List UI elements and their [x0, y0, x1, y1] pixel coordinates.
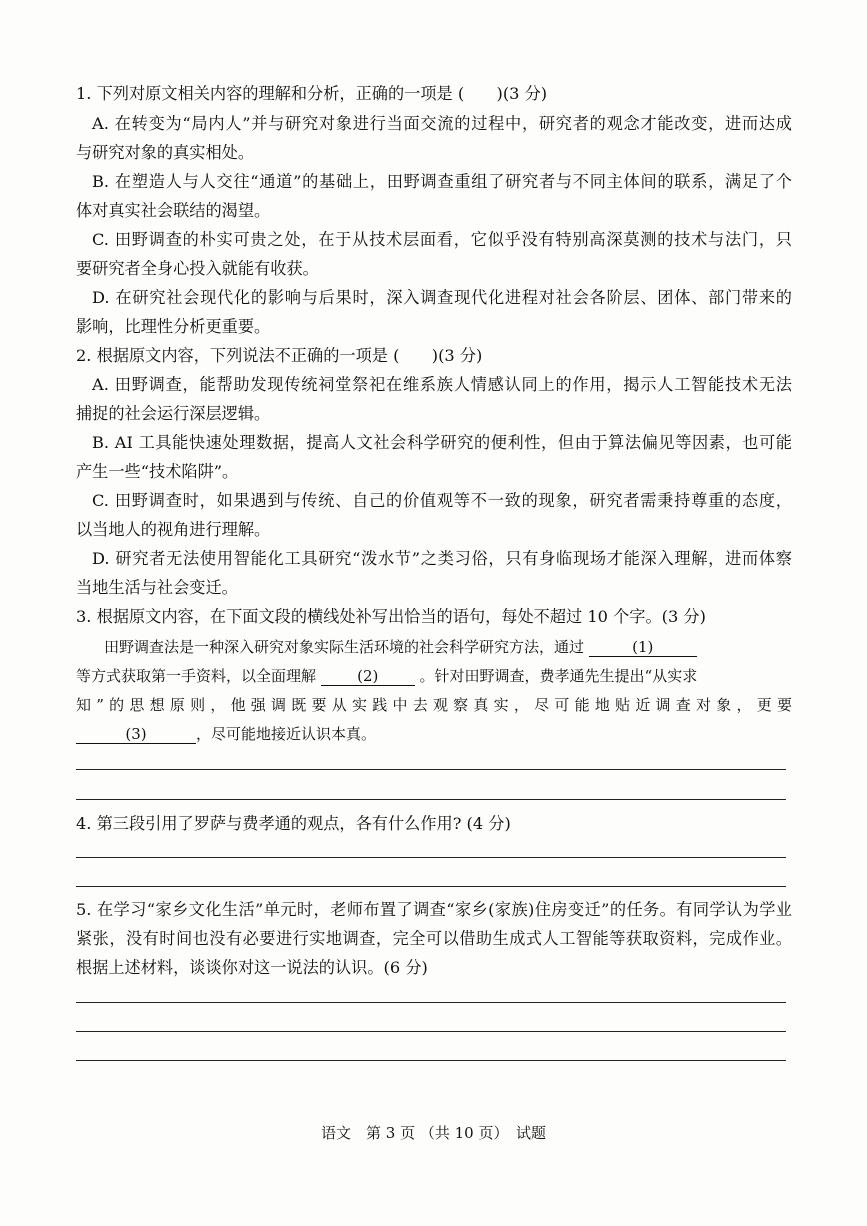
q2-stem: 2. 根据原文内容，下列说法不正确的一项是 ( )(3 分) — [76, 346, 483, 365]
q1-option-a-cont: 与研究对象的真实相处。 — [76, 143, 255, 162]
q3-blank-2[interactable]: (2) — [321, 667, 415, 686]
q1-option-c-cont: 要研究者全身心投入就能有收获。 — [76, 259, 319, 278]
page-footer: 语文 第 3 页 （共 10 页） 试题 — [321, 1124, 546, 1142]
q5-stem-line-1: 5. 在学习“家乡文化生活”单元时，老师布置了调查“家乡(家族)住房变迁”的任务。有同学认为学业 — [76, 900, 792, 919]
q1-option-d-cont: 影响，比理性分析更重要。 — [76, 317, 271, 336]
q3-passage-text-1: 田野调查法是一种深入研究对象实际生活环境的社会科学研究方法，通过 — [104, 638, 589, 656]
q4-answer-line-1[interactable] — [76, 857, 786, 858]
q3-answer-line-1[interactable] — [76, 769, 786, 770]
q5-answer-line-3[interactable] — [76, 1060, 786, 1061]
q3-answer-line-2[interactable] — [76, 799, 786, 800]
q1-stem: 1. 下列对原文相关内容的理解和分析，正确的一项是 ( )(3 分) — [76, 84, 548, 103]
q1-option-b-cont: 体对真实社会联结的渴望。 — [76, 201, 271, 220]
q3-passage-text-2b: 。针对田野调查，费孝通先生提出“从实求 — [414, 667, 698, 685]
q2-option-c-cont: 以当地人的视角进行理解。 — [76, 520, 271, 539]
q5-stem-line-2: 紧张，没有时间也没有必要进行实地调查，完全可以借助生成式人工智能等获取资料，完成作业。 — [76, 929, 792, 948]
q2-option-c: C. 田野调查时，如果遇到与传统、自己的价值观等不一致的现象，研究者需秉持尊重的态度， — [92, 491, 792, 510]
q2-option-a: A. 田野调查，能帮助发现传统祠堂祭祀在维系族人情感认同上的作用，揭示人工智能技术无法 — [92, 375, 792, 394]
q3-passage-line-4 — [76, 720, 792, 748]
q2-option-d: D. 研究者无法使用智能化工具研究“泼水节”之类习俗，只有身临现场才能深入理解，进而体察 — [92, 549, 792, 568]
q3-passage-line-1 — [104, 633, 792, 661]
q3-passage-line-2 — [76, 662, 792, 690]
q1-option-d: D. 在研究社会现代化的影响与后果时，深入调查现代化进程对社会各阶层、团体、部门带来的 — [92, 288, 792, 307]
q4-answer-line-2[interactable] — [76, 886, 786, 887]
q5-answer-line-1[interactable] — [76, 1002, 786, 1003]
q2-option-b-cont: 产生一些“技术陷阱”。 — [76, 462, 239, 481]
q4-stem: 4. 第三段引用了罗萨与费孝通的观点，各有什么作用? (4 分) — [76, 814, 511, 833]
q3-blank-3[interactable]: (3) — [76, 725, 196, 744]
q5-answer-line-2[interactable] — [76, 1031, 786, 1032]
q1-option-b: B. 在塑造人与人交往“通道”的基础上，田野调查重组了研究者与不同主体间的联系，满足了个 — [92, 172, 792, 191]
q2-option-d-cont: 当地生活与社会变迁。 — [76, 578, 238, 597]
q3-passage-text-2: 等方式获取第一手资料，以全面理解 — [76, 667, 321, 685]
q1-option-c: C. 田野调查的朴实可贵之处，在于从技术层面看，它似乎没有特别高深莫测的技术与法门，只 — [92, 230, 792, 249]
q3-passage-line-3: 知”的思想原则，他强调既要从实践中去观察真实，尽可能地贴近调查对象，更要 — [76, 696, 792, 714]
q1-option-a: A. 在转变为“局内人”并与研究对象进行当面交流的过程中，研究者的观念才能改变，进而达成 — [92, 114, 792, 133]
q3-passage-text-4: ，尽可能地接近认识本真。 — [196, 725, 377, 743]
q3-stem: 3. 根据原文内容，在下面文段的横线处补写出恰当的语句，每处不超过 10 个字。(3 分) — [76, 607, 706, 626]
q3-blank-1[interactable]: (1) — [589, 638, 697, 657]
q2-option-a-cont: 捕捉的社会运行深层逻辑。 — [76, 404, 271, 423]
q2-option-b: B. AI 工具能快速处理数据，提高人文社会科学研究的便利性，但由于算法偏见等因素，也可能 — [92, 433, 792, 452]
q5-stem-line-3: 根据上述材料，谈谈你对这一说法的认识。(6 分) — [76, 958, 428, 977]
